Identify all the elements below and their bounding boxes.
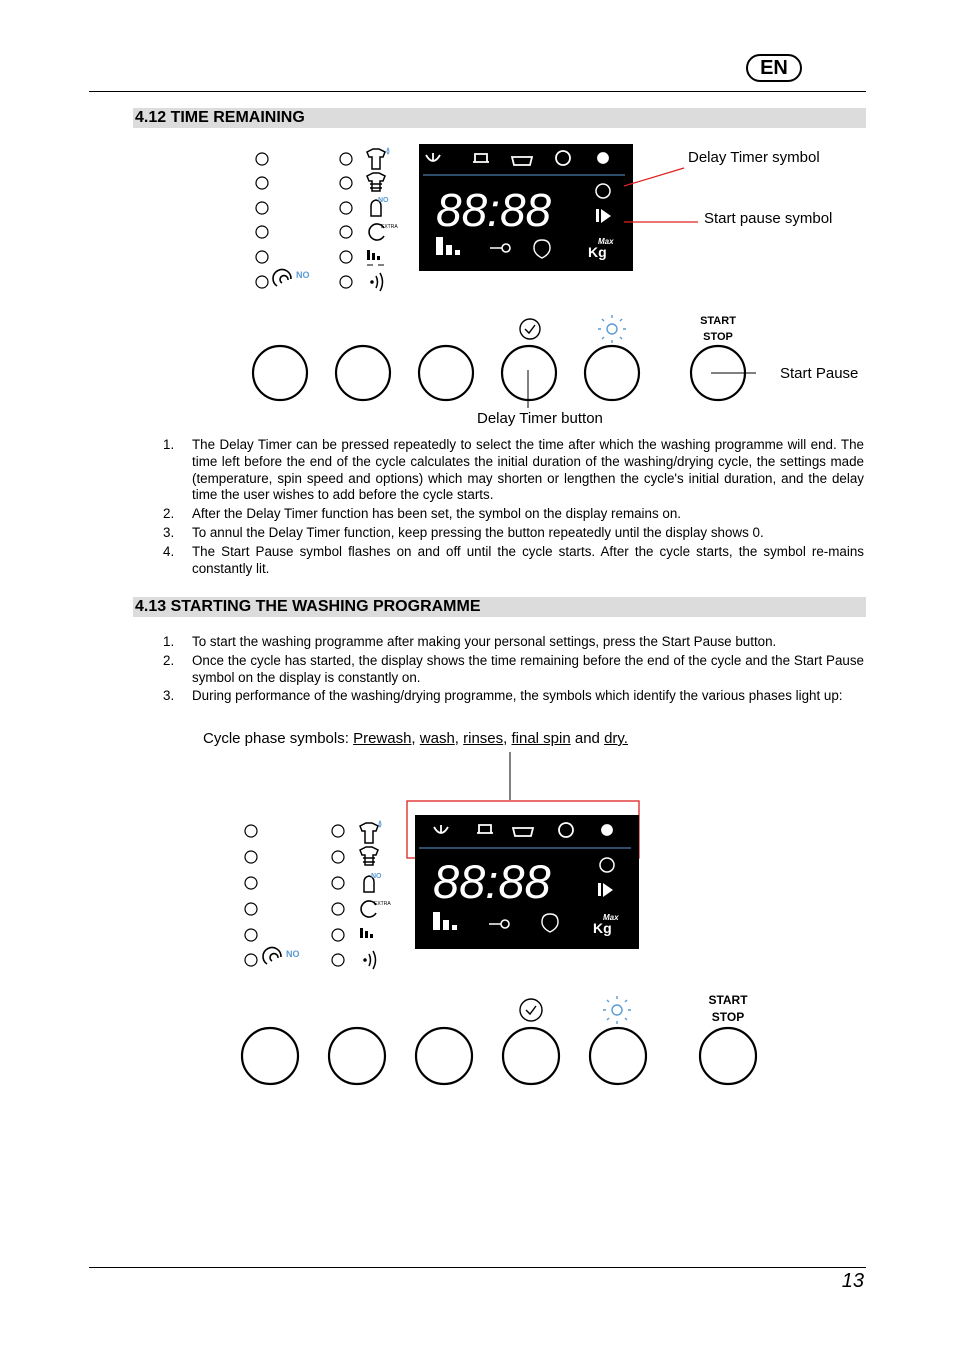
no-spin-icon	[273, 270, 291, 286]
stop-label: STOP	[711, 1010, 745, 1024]
panel-button-3	[419, 346, 473, 400]
extra-badge: EXTRA	[381, 224, 398, 230]
control-panel-diagram-2	[230, 748, 770, 1093]
extra-badge: EXTRA	[374, 901, 391, 907]
phase-prewash: Prewash	[353, 730, 412, 747]
no-spin-badge: NO	[296, 270, 310, 280]
delay-timer-button	[503, 1028, 559, 1084]
start-label: START	[708, 993, 748, 1007]
language-badge: EN	[746, 54, 802, 82]
water-drop-icon	[387, 148, 389, 154]
delay-timer-pointer	[526, 350, 530, 410]
start-stop-button	[700, 1028, 756, 1084]
kg-label: Kg	[593, 920, 612, 936]
control-panel-diagram-1	[240, 140, 736, 410]
pre-wash-bars-icon	[367, 250, 384, 265]
start-stop-button-area	[680, 340, 770, 410]
phase-dry: dry.	[604, 730, 628, 747]
shirt-icon	[360, 823, 378, 843]
time-digits: 88:88	[436, 184, 552, 236]
sound-icon	[364, 951, 376, 969]
stack-shirt-icon	[360, 847, 378, 865]
max-label: Max	[603, 913, 619, 922]
stack-shirt-icon	[367, 173, 385, 191]
header-rule	[89, 91, 866, 92]
section-412-title: 4.12 TIME REMAINING	[133, 108, 866, 128]
list-item: 1. To start the washing programme after making your personal settings, press the Start Pause button.	[163, 634, 777, 649]
panel-button-2	[329, 1028, 385, 1084]
shirt-icon	[367, 149, 385, 169]
callout-start-pause: Start Pause	[780, 365, 859, 382]
page-number: 13	[841, 1270, 864, 1292]
phase-wash: wash	[419, 730, 455, 747]
list-item: 2. Once the cycle has started, the display shows the time remaining before the end of the cycle and the Start Pause symbol on the display is constantly on.	[163, 652, 864, 685]
right-led-column	[340, 153, 352, 288]
iron-no-badge: NO	[371, 873, 382, 880]
sun-icon	[603, 996, 631, 1024]
phase-rinses: rinses	[463, 730, 504, 747]
iron-no-badge: NO	[378, 197, 389, 204]
dry-symbol	[598, 153, 608, 163]
kg-label: Kg	[588, 244, 607, 260]
max-label: Max	[598, 237, 614, 246]
temperature-button	[590, 1028, 646, 1084]
section-413-title: 4.13 STARTING THE WASHING PROGRAMME	[133, 597, 866, 617]
panel-button-1	[253, 346, 307, 400]
footer-rule	[89, 1267, 866, 1268]
callout-delay-timer-button: Delay Timer button	[477, 410, 603, 427]
section-413-list	[163, 634, 864, 707]
water-drop-icon	[379, 821, 381, 827]
left-led-column	[256, 153, 268, 288]
phase-caption: Cycle phase symbols: Prewash, wash, rinses, final spin and dry.	[203, 730, 628, 747]
list-item: 4. The Start Pause symbol flashes on and off until the cycle starts. After the cycle starts, the symbol re-mains constantly lit.	[163, 543, 864, 576]
sound-icon	[371, 273, 383, 291]
dry-symbol	[602, 825, 612, 835]
list-item: 1. The Delay Timer can be pressed repeatedly to select the time after which the washing programme will end. The time left before the end of the cycle calculates the initial duration of the washing/drying cycle, the settings made (temperature, spin speed and options) which may shorten or lengthen the cycle's initial duration, and the delay time the user wishes to add before the cycle starts.	[163, 437, 864, 503]
no-spin-icon	[263, 948, 281, 964]
panel-button-1	[242, 1028, 298, 1084]
list-item: 3. To annul the Delay Timer function, keep pressing the button repeatedly until the display shows 0.	[163, 524, 764, 540]
stop-label: STOP	[703, 331, 733, 343]
timer-icon	[520, 999, 542, 1021]
temperature-button	[585, 346, 639, 400]
list-item: 2. After the Delay Timer function has been set, the symbol on the display remains on.	[163, 506, 682, 522]
phase-final-spin: final spin	[511, 730, 571, 747]
panel-button-2	[336, 346, 390, 400]
timer-icon	[520, 319, 540, 339]
section-412-list	[163, 437, 864, 579]
callout-start-pause-symbol: Start pause symbol	[704, 210, 833, 227]
list-item: 3. During performance of the washing/drying programme, the symbols which identify the various phases light up:	[163, 688, 843, 704]
no-spin-badge: NO	[286, 949, 300, 959]
callout-delay-timer-symbol: Delay Timer symbol	[688, 149, 820, 166]
start-label: START	[700, 315, 736, 327]
time-digits: 88:88	[433, 855, 551, 908]
panel-button-3	[416, 1028, 472, 1084]
pre-wash-bars-icon	[360, 928, 373, 938]
sun-icon	[598, 315, 626, 343]
